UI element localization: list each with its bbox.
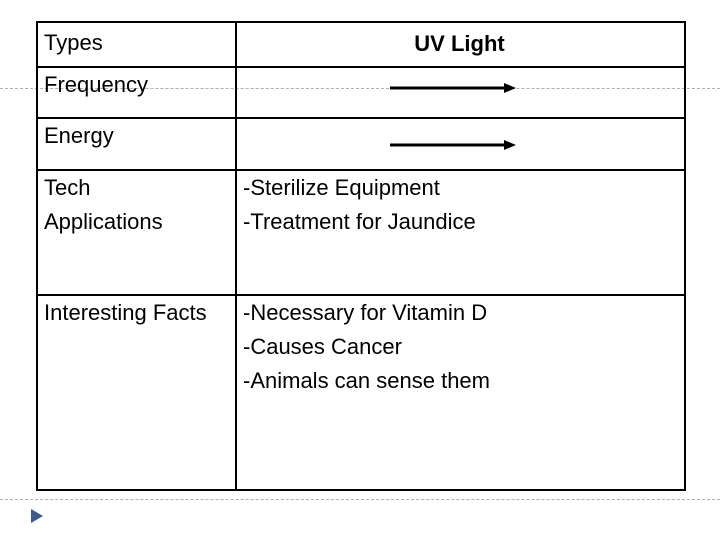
list-item: -Causes Cancer [243, 334, 402, 359]
table-row-frequency [38, 68, 684, 119]
interesting-facts-values [243, 296, 490, 398]
triangle-bullet-icon [30, 508, 44, 524]
list-item: -Treatment for Jaundice [243, 209, 476, 234]
column-header-uv-light: UV Light [414, 31, 505, 56]
arrow-right-icon [388, 82, 518, 94]
tech-applications-values [243, 171, 476, 239]
table-row-types [38, 23, 684, 68]
table-row-interesting-facts [38, 296, 684, 491]
list-item: -Necessary for Vitamin D [243, 300, 488, 325]
uv-light-table [36, 21, 686, 491]
list-item: -Animals can sense them [243, 368, 490, 393]
arrow-right-icon [388, 139, 518, 151]
dashed-guide-bottom [0, 499, 720, 500]
row-label-tech-applications: Tech Applications [44, 175, 163, 234]
row-label-types: Types [44, 30, 103, 55]
row-label-interesting-facts: Interesting Facts [44, 300, 207, 325]
row-label-frequency: Frequency [44, 72, 148, 97]
list-item: -Sterilize Equipment [243, 175, 440, 200]
table-row-energy [38, 119, 684, 171]
row-label-energy: Energy [44, 123, 114, 148]
table-row-tech-applications [38, 171, 684, 296]
